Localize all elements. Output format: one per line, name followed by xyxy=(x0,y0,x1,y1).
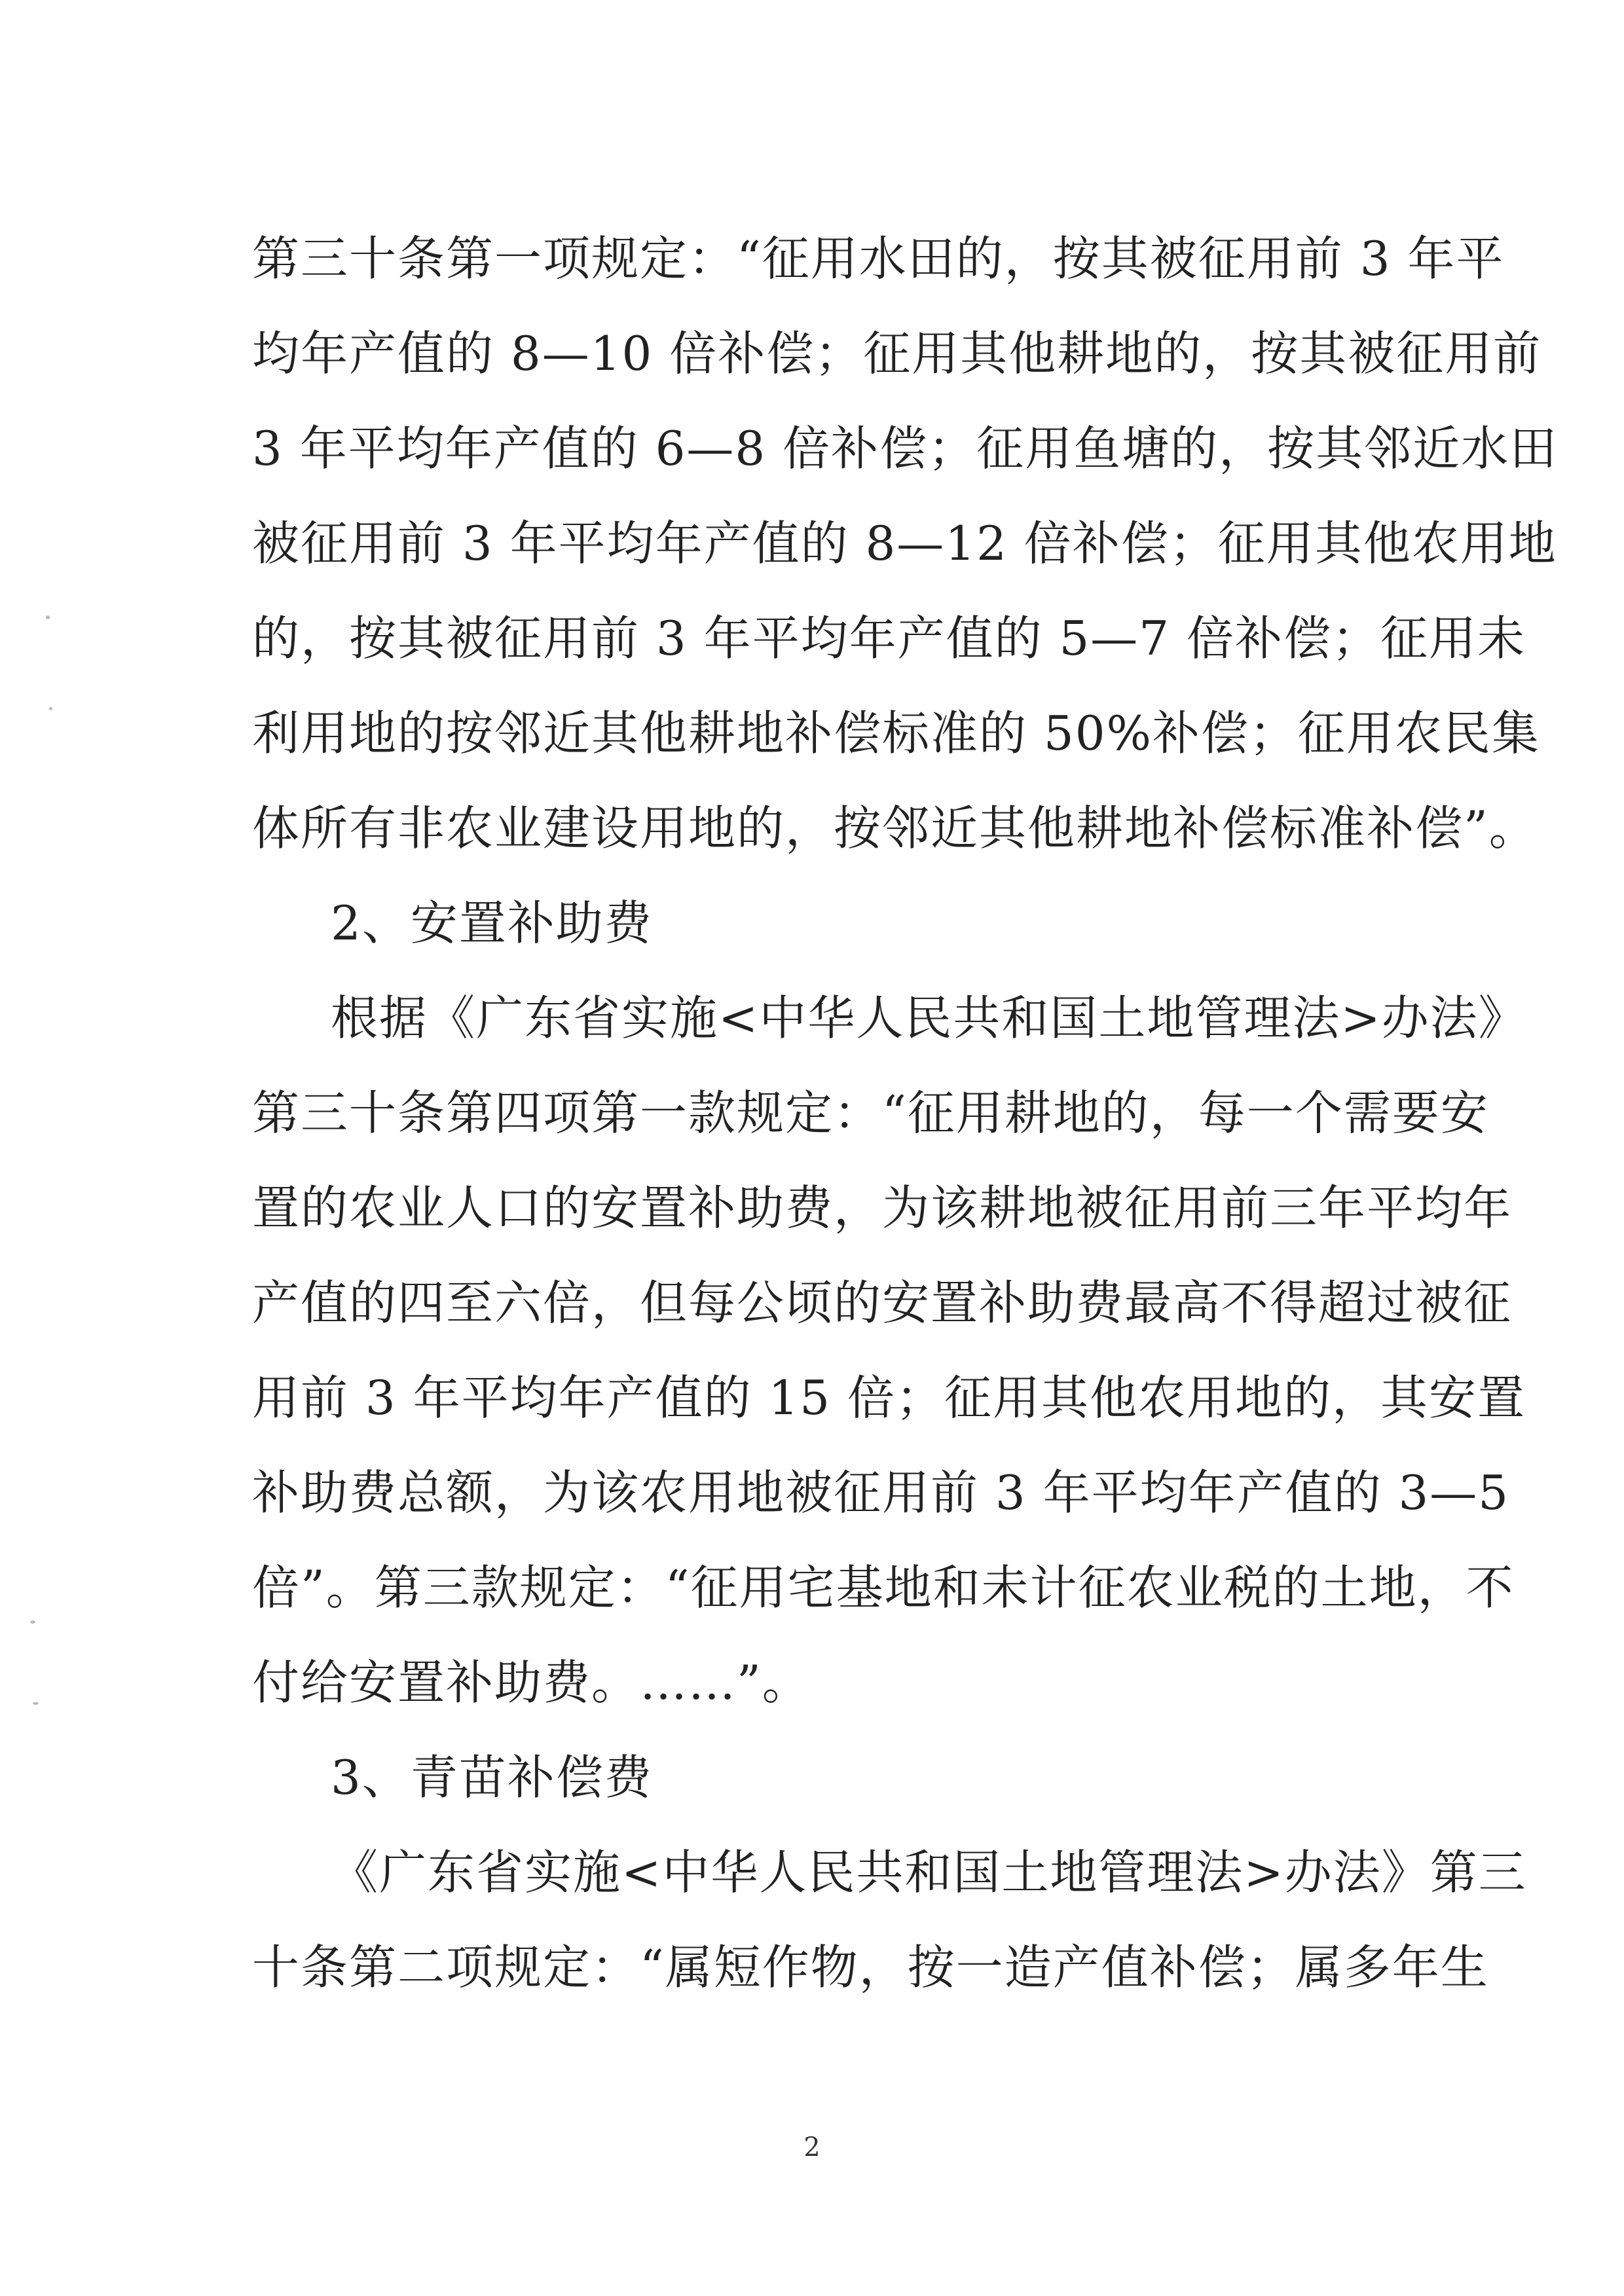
section-heading-crop-compensation: 3、青苗补偿费 xyxy=(331,1750,653,1805)
text-line-3: 3 年平均年产值的 6—8 倍补偿；征用鱼塘的，按其邻近水田 xyxy=(252,421,1559,476)
text-line-11: 置的农业人口的安置补助费，为该耕地被征用前三年平均年 xyxy=(252,1180,1513,1235)
text-line-13: 用前 3 年平均年产值的 15 倍；征用其他农用地的，其安置 xyxy=(252,1370,1526,1425)
text-line-2: 均年产值的 8—10 倍补偿；征用其他耕地的，按其被征用前 xyxy=(252,326,1542,381)
text-line-15: 倍”。第三款规定：“征用宅基地和未计征农业税的土地，不 xyxy=(252,1560,1515,1615)
text-line-4: 被征用前 3 年平均年产值的 8—12 倍补偿；征用其他农用地 xyxy=(252,516,1557,571)
text-line-9: 根据《广东省实施<中华人民共和国土地管理法>办法》 xyxy=(331,991,1527,1046)
text-line-6: 利用地的按邻近其他耕地补偿标准的 50%补偿；征用农民集 xyxy=(252,706,1540,761)
scan-speck xyxy=(33,1702,39,1705)
text-line-1: 第三十条第一项规定：“征用水田的，按其被征用前 3 年平 xyxy=(252,231,1505,286)
text-line-5: 的，按其被征用前 3 年平均年产值的 5—7 倍补偿；征用未 xyxy=(252,611,1526,666)
text-line-19: 十条第二项规定：“属短作物，按一造产值补偿；属多年生 xyxy=(252,1940,1489,1995)
text-line-10: 第三十条第四项第一款规定：“征用耕地的，每一个需要安 xyxy=(252,1085,1489,1140)
scan-speck xyxy=(49,707,52,710)
page-number: 2 xyxy=(803,2132,821,2162)
text-line-16: 付给安置补助费。……”。 xyxy=(252,1655,811,1710)
scan-speck xyxy=(46,615,50,619)
text-line-7: 体所有非农业建设用地的，按邻近其他耕地补偿标准补偿”。 xyxy=(252,801,1538,856)
text-line-14: 补助费总额，为该农用地被征用前 3 年平均年产值的 3—5 xyxy=(252,1465,1510,1520)
scan-speck xyxy=(30,1620,35,1624)
text-line-12: 产值的四至六倍，但每公顷的安置补助费最高不得超过被征 xyxy=(252,1275,1513,1330)
section-heading-resettlement: 2、安置补助费 xyxy=(331,896,653,951)
text-line-18: 《广东省实施<中华人民共和国土地管理法>办法》第三 xyxy=(331,1845,1527,1900)
